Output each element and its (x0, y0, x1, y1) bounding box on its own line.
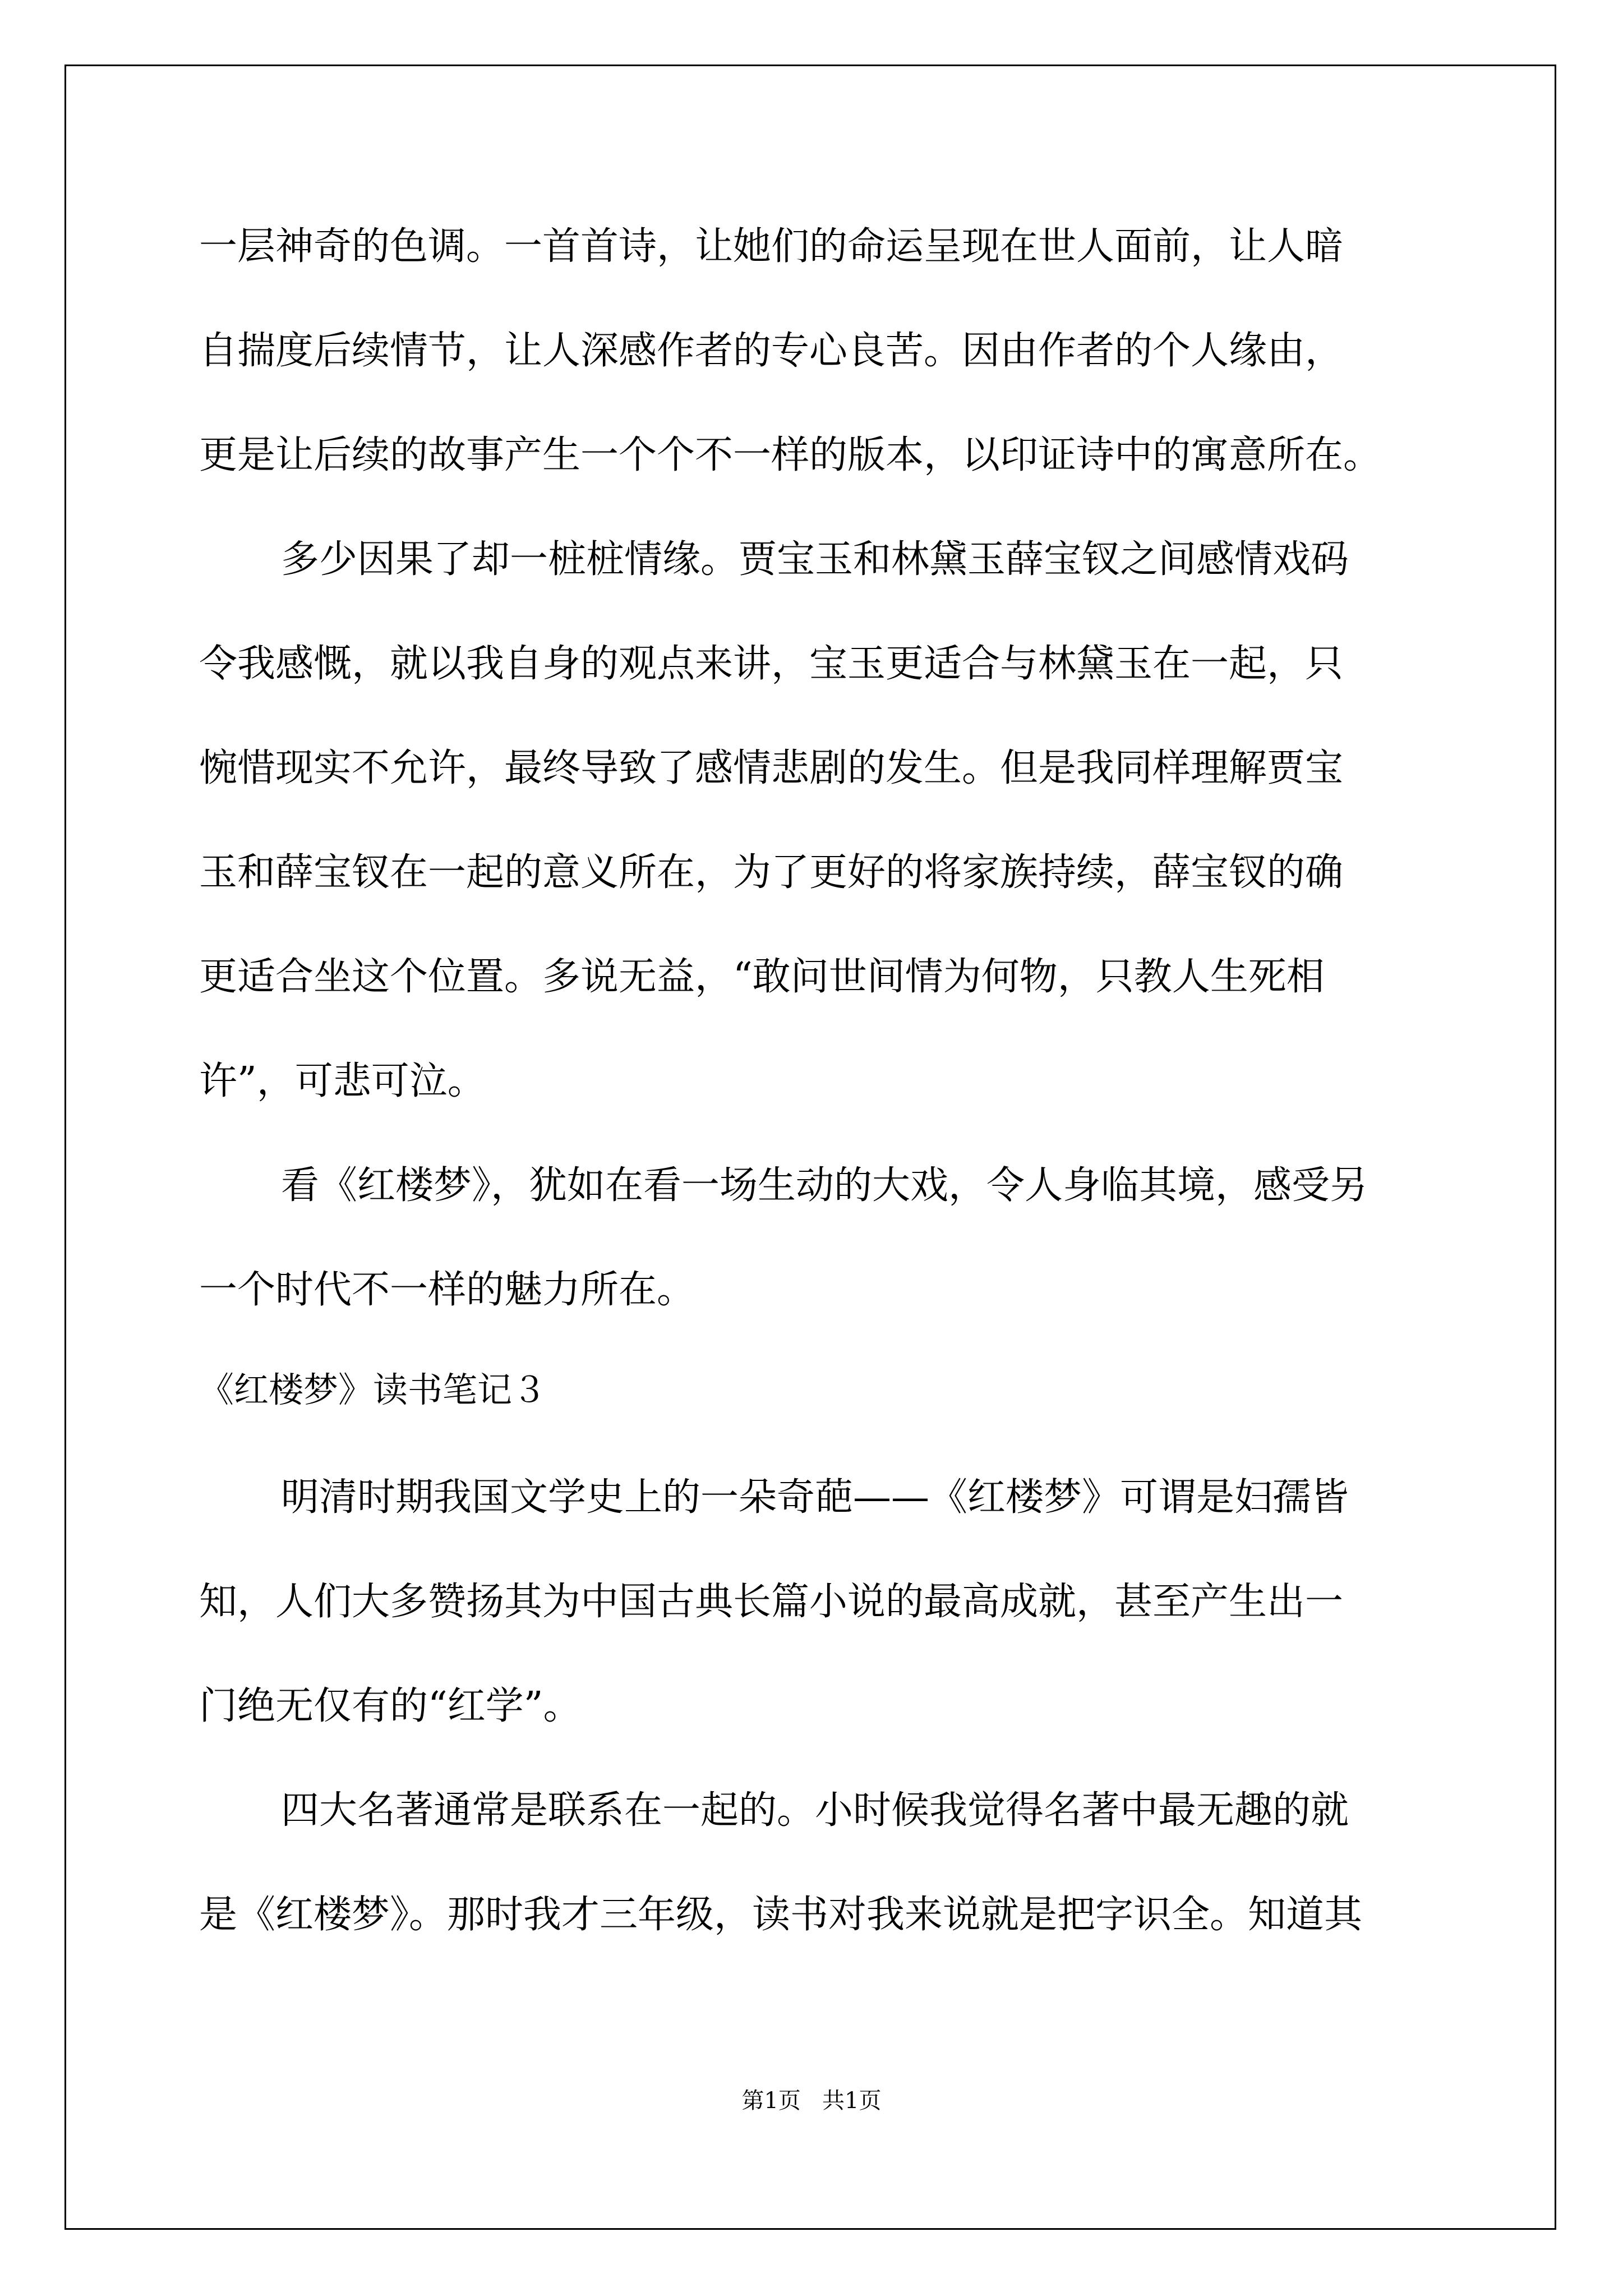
text-line: 惋惜现实不允许，最终导致了感情悲剧的发生。但是我同样理解贾宝 (199, 746, 1344, 790)
text-line: 更是让后续的故事产生一个个不一样的版本，以印证诗中的寓意所在。 (199, 433, 1382, 477)
text-line: 四大名著通常是联系在一起的。小时候我觉得名著中最无趣的就 (281, 1788, 1349, 1833)
text-line: 令我感慨，就以我自身的观点来讲，宝玉更适合与林黛玉在一起，只 (199, 642, 1344, 686)
text-line: 许”，可悲可泣。 (199, 1059, 486, 1103)
text-line: 多少因果了却一桩桩情缘。贾宝玉和林黛玉薛宝钗之间感情戏码 (281, 537, 1349, 582)
text-line: 玉和薛宝钗在一起的意义所在，为了更好的将家族持续，薛宝钗的确 (199, 850, 1344, 895)
text-line: 是《红楼梦》。那时我才三年级，读书对我来说就是把字识全。知道其 (199, 1893, 1363, 1937)
text-line: 知，人们大多赞扬其为中国古典长篇小说的最高成就，甚至产生出一 (199, 1580, 1344, 1624)
section-heading: 《红楼梦》读书笔记３ (199, 1369, 547, 1410)
text-line: 更适合坐这个位置。多说无益，“敢问世间情为何物，只教人生死相 (199, 955, 1325, 999)
text-line: 明清时期我国文学史上的一朵奇葩——《红楼梦》可谓是妇孺皆 (281, 1475, 1349, 1520)
text-line: 一层神奇的色调。一首首诗，让她们的命运呈现在世人面前，让人暗 (199, 224, 1344, 269)
text-line: 一个时代不一样的魅力所在。 (199, 1268, 695, 1312)
text-line: 自揣度后续情节，让人深感作者的专心良苦。因由作者的个人缘由， (199, 329, 1344, 373)
text-line: 门绝无仅有的“红学”。 (199, 1684, 582, 1728)
text-line: 看《红楼梦》，犹如在看一场生动的大戏，令人身临其境，感受另 (281, 1163, 1368, 1208)
page-footer: 第1页 共1页 (741, 2088, 882, 2114)
